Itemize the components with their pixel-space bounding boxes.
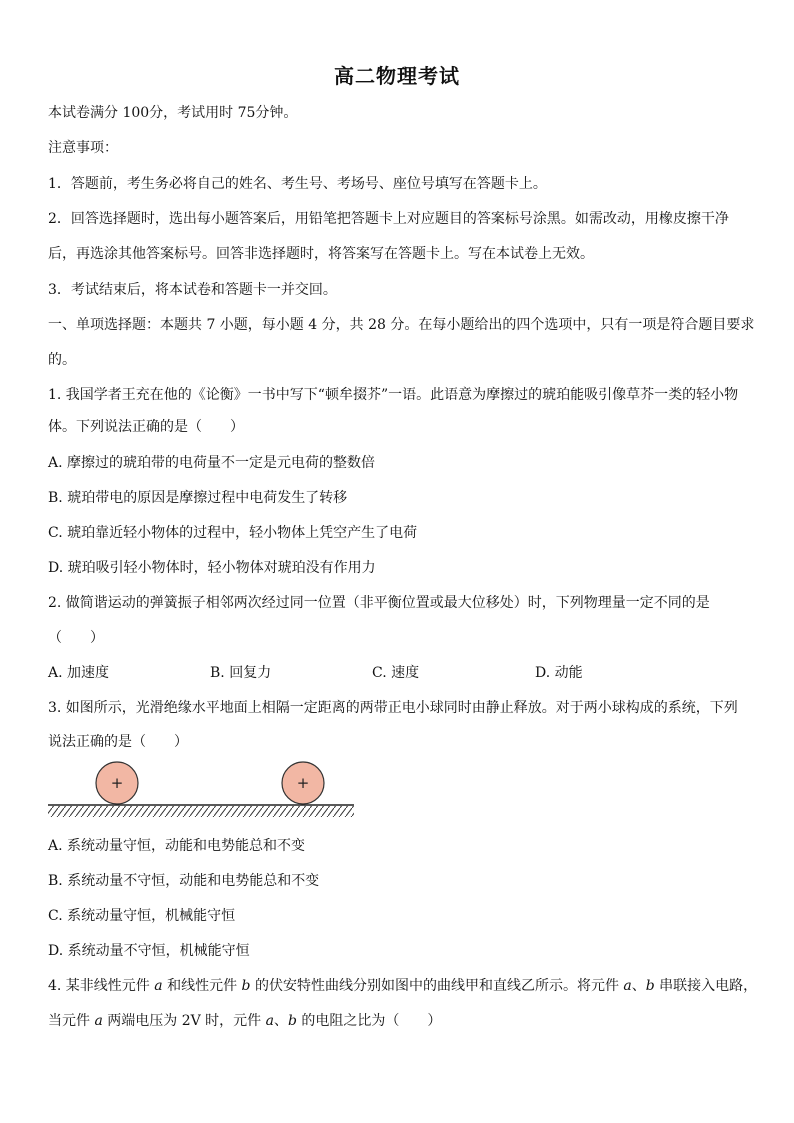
q2-option-d: D. 动能 <box>535 665 583 681</box>
q2-stem: 2. 做简谐运动的弹簧振子相邻两次经过同一位置（非平衡位置或最大位移处）时，下列物理量一定不同的是 <box>48 595 710 611</box>
intro-text: 本试卷满分 100分，考试用时 75分钟。 <box>48 105 298 121</box>
q4-var-a-2: a <box>623 978 632 994</box>
note-1: 1．答题前，考生务必将自己的姓名、考生号、考场号、座位号填写在答题卡上。 <box>48 176 547 192</box>
q4-var-a: a <box>154 978 163 994</box>
q4-text-7: 两端电压为 2V 时，元件 <box>102 1013 266 1029</box>
q4-text-1: 4. 某非线性元件 <box>48 978 155 994</box>
q4-stem <box>48 977 758 995</box>
q1-stem-cont: 体。下列说法正确的是（ ） <box>48 419 244 435</box>
ball-right-sign: + <box>296 774 310 792</box>
q4-text-2: 和线性元件 <box>162 978 242 994</box>
q1-option-d: D. 琥珀吸引轻小物体时，轻小物体对琥珀没有作用力 <box>48 560 376 576</box>
note-3: 3．考试结束后，将本试卷和答题卡一并交回。 <box>48 282 337 298</box>
q4-text-5: 串联接入电路， <box>654 978 758 994</box>
q3-option-c: C. 系统动量守恒，机械能守恒 <box>48 908 236 924</box>
ground-hatch <box>48 806 354 817</box>
q4-text-9: 的电阻之比为（ ） <box>296 1013 442 1029</box>
q4-var-a-3: a <box>94 1013 103 1029</box>
q1-option-b: B. 琥珀带电的原因是摩擦过程中电荷发生了转移 <box>48 490 348 506</box>
q1-stem: 1. 我国学者王充在他的《论衡》一书中写下“顿牟掇芥”一语。此语意为摩擦过的琥珀能吸引像草芥一类的轻小物 <box>48 387 739 403</box>
note-2: 2．回答选择题时，选出每小题答案后，用铅笔把答题卡上对应题目的答案标号涂黑。如需改动，用橡皮擦干净 <box>48 211 729 227</box>
q2-stem-cont: （ ） <box>48 630 104 646</box>
section-heading: 一、单项选择题：本题共 7 小题，每小题 4 分，共 28 分。在每小题给出的四个选项中，只有一项是符合题目要求 <box>48 317 755 333</box>
ball-left-sign: + <box>110 774 124 792</box>
q2-option-a: A. 加速度 <box>48 665 110 681</box>
section-heading-cont: 的。 <box>48 352 76 368</box>
q4-stem-cont <box>48 1012 748 1030</box>
q4-text-3: 的伏安特性曲线分别如图中的曲线甲和直线乙所示。将元件 <box>250 978 624 994</box>
q4-var-b-2: b <box>645 978 655 994</box>
q2-option-b: B. 回复力 <box>210 665 272 681</box>
q3-option-d: D. 系统动量不守恒，机械能守恒 <box>48 943 250 959</box>
q4-text-8: 、 <box>274 1013 288 1029</box>
q4-var-b: b <box>241 978 251 994</box>
page-title: 高二物理考试 <box>334 64 460 88</box>
q1-option-c: C. 琥珀靠近轻小物体的过程中，轻小物体上凭空产生了电荷 <box>48 525 418 541</box>
q3-option-a: A. 系统动量守恒，动能和电势能总和不变 <box>48 838 306 854</box>
q3-option-b: B. 系统动量不守恒，动能和电势能总和不变 <box>48 873 320 889</box>
q3-stem: 3. 如图所示，光滑绝缘水平地面上相隔一定距离的两带正电小球同时由静止释放。对于两小球构成的系统，下列 <box>48 700 738 716</box>
q4-var-b-3: b <box>288 1013 297 1029</box>
q4-text-6: 当元件 <box>48 1013 95 1029</box>
note-2-cont: 后，再选涂其他答案标号。回答非选择题时，将答案写在答题卡上。写在本试卷上无效。 <box>48 246 594 262</box>
q4-var-a-4: a <box>265 1013 274 1029</box>
q4-text-4: 、 <box>631 978 646 994</box>
q3-stem-cont: 说法正确的是（ ） <box>48 734 188 750</box>
q2-option-c: C. 速度 <box>372 665 420 681</box>
q1-option-a: A. 摩擦过的琥珀带的电荷量不一定是元电荷的整数倍 <box>48 455 376 471</box>
notes-heading: 注意事项： <box>48 140 118 156</box>
q3-figure <box>46 760 366 820</box>
